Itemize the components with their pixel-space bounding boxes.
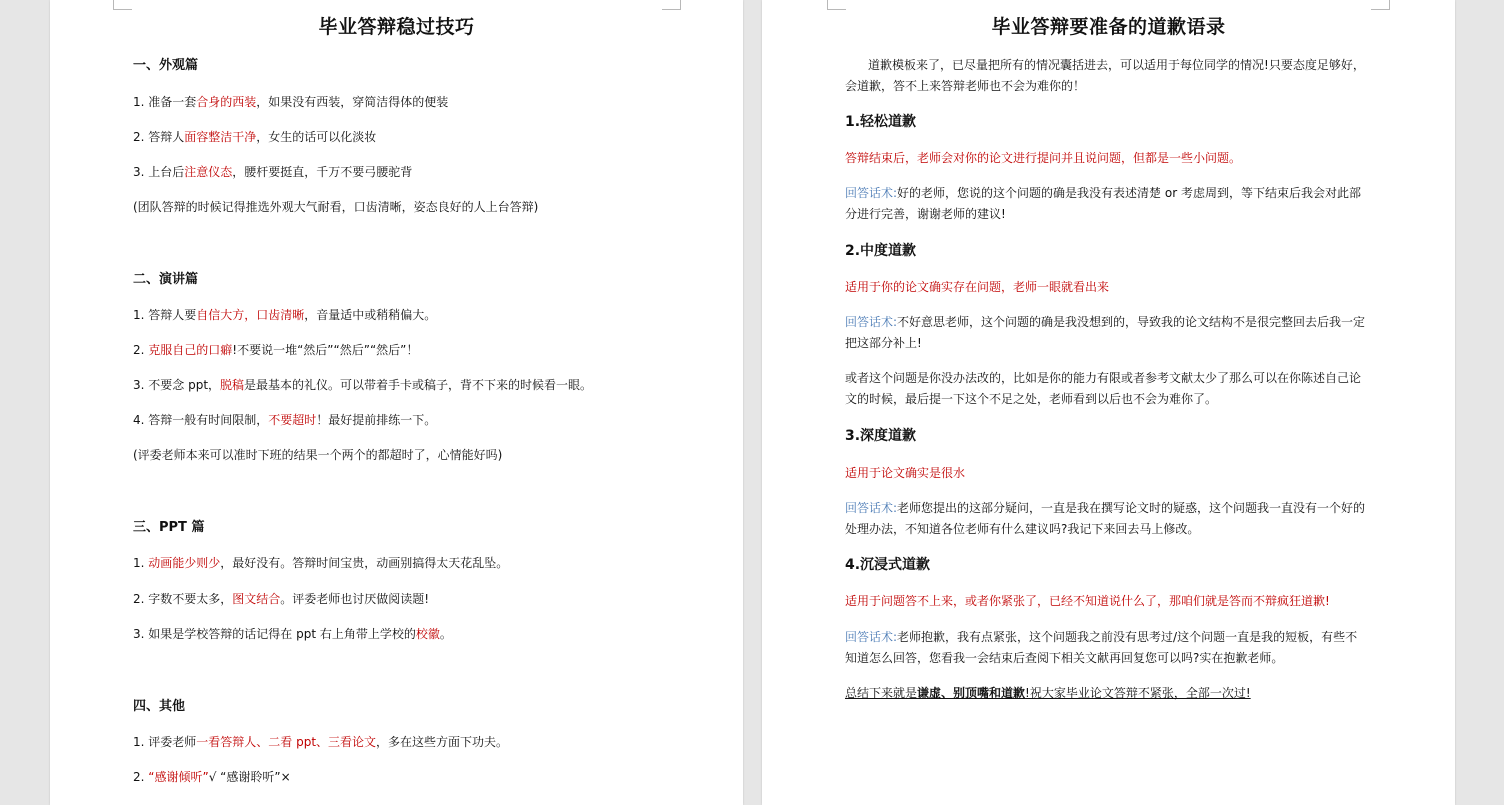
margin-corner-mark xyxy=(1371,0,1390,10)
section-heading: 4.沉浸式道歉 xyxy=(845,557,931,573)
page-title: 毕业答辩要准备的道歉语录 xyxy=(991,16,1226,38)
reply-text: 回答话术:好的老师，您说的这个问题的确是我没有表述清楚 or 考虑周到，等下结束后我会对此部 xyxy=(845,186,1361,200)
reply-text: 回答话术:老师您提出的这部分疑问，一直是我在撰写论文时的疑惑，这个问题我一直没有一个好的 xyxy=(845,501,1366,515)
list-item: 2. 字数不要太多，图文结合。评委老师也讨厌做阅读题! xyxy=(133,592,430,606)
section-heading: 二、演讲篇 xyxy=(133,272,199,287)
intro-text: 会道歉，答不上来答辩老师也不会为难你的！ xyxy=(845,79,1086,93)
section-heading: 一、外观篇 xyxy=(133,58,199,73)
list-item: 3. 上台后注意仪态，腰杆要挺直，千万不要弓腰驼背 xyxy=(133,165,413,179)
document-page-right xyxy=(762,0,1455,805)
list-item: 2. 克服自己的口癖!不要说一堆“然后”“然后”“然后”！ xyxy=(133,343,419,357)
list-item: 4. 答辩一般有时间限制，不要超时！最好提前排练一下。 xyxy=(133,413,437,427)
reply-text: 知道怎么回答，您看我一会结束后查阅下相关文献再回复您可以吗?实在抱歉老师。 xyxy=(845,651,1284,665)
reply-text: 回答话术:老师抱歉，我有点紧张，这个问题我之前没有思考过/这个问题一直是我的短板，有些不 xyxy=(845,630,1358,644)
document-page-left xyxy=(50,0,743,805)
reply-text: 处理办法，不知道各位老师有什么建议吗?我记下来回去马上修改。 xyxy=(845,522,1200,536)
body-text: 文的时候，最后提一下这个不足之处，老师看到以后也不会为难你了。 xyxy=(845,392,1218,406)
list-item: 2. “感谢倾听”√ “感谢聆听”× xyxy=(133,770,291,784)
reply-text: 分进行完善，谢谢老师的建议! xyxy=(845,207,1006,221)
case-text: 适用于你的论文确实存在问题，老师一眼就看出来 xyxy=(845,280,1110,294)
note-text: (团队答辩的时候记得推选外观大气耐看，口齿清晰，姿态良好的人上台答辩) xyxy=(133,200,539,214)
section-heading: 3.深度道歉 xyxy=(845,428,917,444)
margin-corner-mark xyxy=(662,0,681,10)
note-text: (评委老师本来可以准时下班的结果一个两个的都超时了，心情能好吗) xyxy=(133,448,503,462)
intro-text: 道歉模板来了，已尽量把所有的情况囊括进去，可以适用于每位同学的情况!只要态度足够好， xyxy=(868,58,1365,72)
section-heading: 四、其他 xyxy=(133,699,186,714)
list-item: 2. 答辩人面容整洁干净，女生的话可以化淡妆 xyxy=(133,130,377,144)
section-heading: 1.轻松道歉 xyxy=(845,114,917,130)
list-item: 3. 如果是学校答辩的话记得在 ppt 右上角带上学校的校徽。 xyxy=(133,627,452,641)
section-heading: 三、PPT 篇 xyxy=(133,520,205,535)
summary-text: 总结下来就是谦虚、别顶嘴和道歉!祝大家毕业论文答辩不紧张，全部一次过! xyxy=(845,686,1251,700)
list-item: 3. 不要念 ppt，脱稿是最基本的礼仪。可以带着手卡或稿子，背不下来的时候看一眼。 xyxy=(133,378,593,392)
page-title: 毕业答辩稳过技巧 xyxy=(318,16,475,38)
list-item: 1. 准备一套合身的西装，如果没有西装，穿简洁得体的便装 xyxy=(133,95,449,109)
margin-corner-mark xyxy=(827,0,846,10)
case-text: 答辩结束后，老师会对你的论文进行提问并且说问题，但都是一些小问题。 xyxy=(845,151,1242,165)
reply-text: 把这部分补上! xyxy=(845,336,922,350)
case-text: 适用于问题答不上来，或者你紧张了，已经不知道说什么了，那咱们就是答而不辩疯狂道歉! xyxy=(845,594,1330,608)
list-item: 1. 答辩人要自信大方，口齿清晰，音量适中或稍稍偏大。 xyxy=(133,308,437,322)
list-item: 1. 动画能少则少，最好没有。答辩时间宝贵，动画别搞得太天花乱坠。 xyxy=(133,556,509,570)
section-heading: 2.中度道歉 xyxy=(845,243,917,259)
list-item: 1. 评委老师一看答辩人、二看 ppt、三看论文，多在这些方面下功夫。 xyxy=(133,735,509,749)
reply-text: 回答话术:不好意思老师，这个问题的确是我没想到的，导致我的论文结构不是很完整回去后我一定 xyxy=(845,315,1366,329)
body-text: 或者这个问题是你没办法改的，比如是你的能力有限或者参考文献太少了那么可以在你陈述自己论 xyxy=(845,371,1362,385)
case-text: 适用于论文确实是很水 xyxy=(845,466,966,480)
margin-corner-mark xyxy=(113,0,132,10)
